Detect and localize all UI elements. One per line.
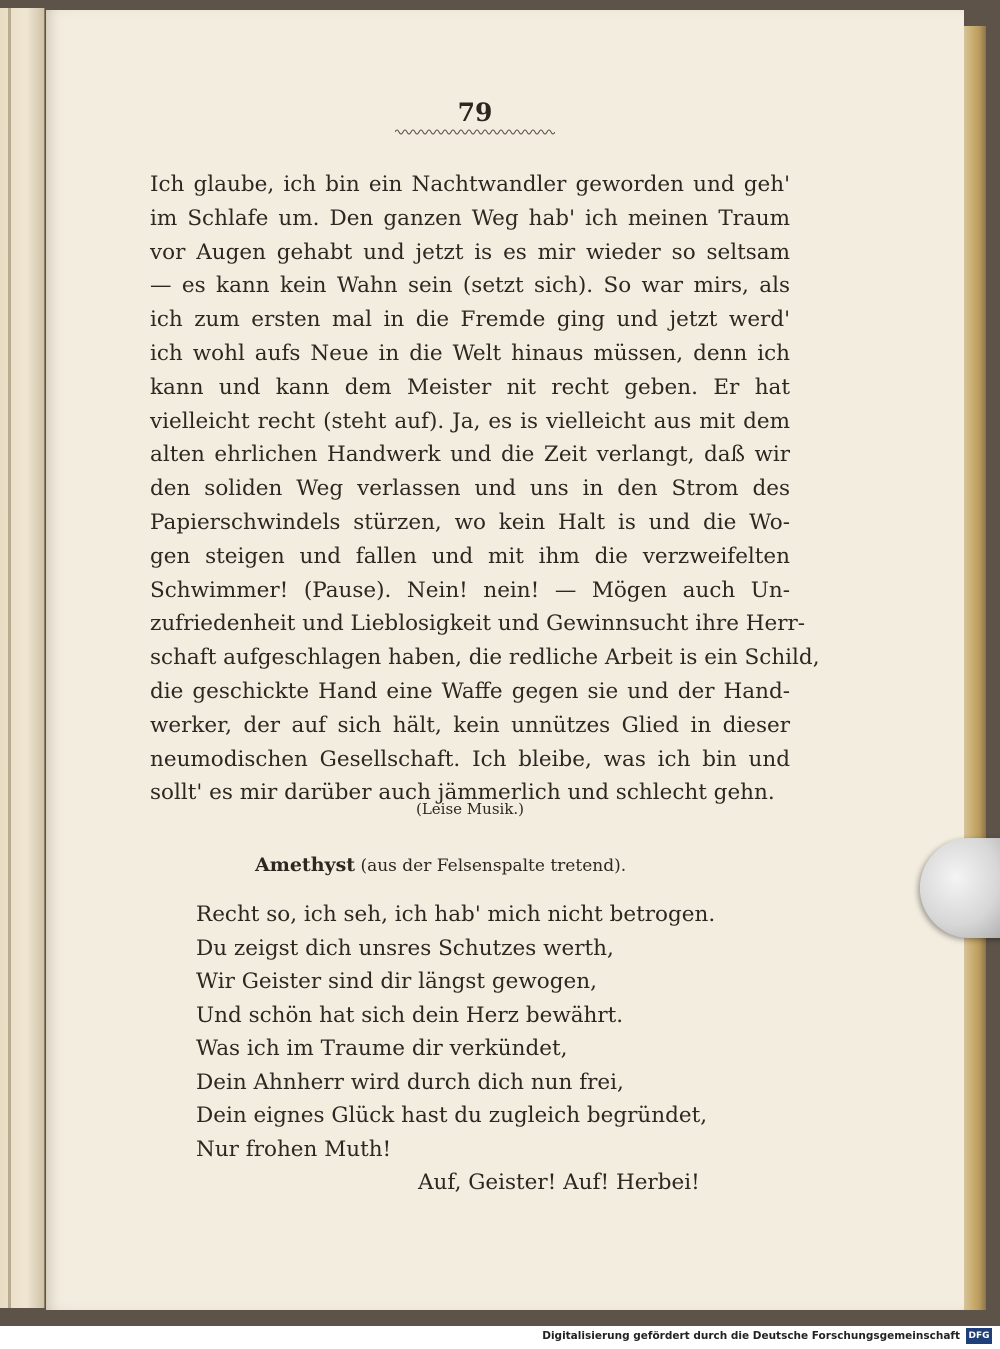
text-line: ich wohl aufs Neue in die Welt hinaus müssen, denn ich <box>150 340 790 366</box>
text-line: Schwimmer! (Pause). Nein! nein! — Mögen auch Un- <box>150 577 790 603</box>
verse-line: Und schön hat sich dein Herz bewährt. <box>196 1002 624 1028</box>
text-line: den soliden Weg verlassen und uns in den Strom des <box>150 476 790 502</box>
text-line: neumodischen Gesellschaft. Ich bleibe, was ich bin und <box>150 746 790 772</box>
prose-paragraph <box>150 168 820 810</box>
text-line: kann und kann dem Meister nit recht geben. Er hat <box>150 374 790 400</box>
facing-page-gutter <box>8 8 11 1308</box>
text-line: Ich glaube, ich bin ein Nachtwandler geworden und geh' <box>150 172 790 197</box>
text-line: im Schlafe um. Den ganzen Weg hab' ich meinen Traum <box>150 205 790 231</box>
page-stack-edge <box>964 26 986 1310</box>
text-line: zufriedenheit und Lieblosigkeit und Gewinnsucht ihre Herr- <box>150 611 806 637</box>
verse-line: Wir Geister sind dir längst gewogen, <box>196 969 597 994</box>
text-line: ich zum ersten mal in die Fremde ging und jetzt werd' <box>150 307 790 333</box>
verse-line: Recht so, ich seh, ich hab' mich nicht betrogen. <box>196 902 716 927</box>
verse-block <box>196 898 756 1200</box>
speaker-heading <box>255 854 675 876</box>
facing-page-edge <box>0 8 45 1308</box>
ornamental-rule <box>395 128 555 136</box>
text-line: vielleicht recht (steht auf). Ja, es is vielleicht aus mit dem <box>150 408 790 434</box>
verse-line: Auf, Geister! Auf! Herbei! <box>418 1170 700 1195</box>
verse-line: Du zeigst dich unsres Schutzes werth, <box>196 935 614 961</box>
text-line: — es kann kein Wahn sein (setzt sich). So war mirs, als <box>150 273 790 299</box>
text-line: gen steigen und fallen und mit ihm die verzweifelten <box>150 543 790 569</box>
text-line: sollt' es mir darüber auch jämmerlich und schlecht gehn. <box>150 780 775 806</box>
speaker-direction: (aus der Felsenspalte tretend). <box>360 856 627 876</box>
verse-line: Nur frohen Muth! <box>196 1136 392 1162</box>
text-line: alten ehrlichen Handwerk und die Zeit verlangt, daß wir <box>150 442 790 468</box>
verse-line: Was ich im Traume dir verkündet, <box>196 1036 568 1061</box>
text-line: vor Augen gehabt und jetzt is es mir wieder so seltsam <box>150 239 790 265</box>
text-line: die geschickte Hand eine Waffe gegen sie und der Hand- <box>150 678 790 704</box>
speaker-name: Amethyst <box>255 854 356 876</box>
dfg-logo-icon: DFG <box>966 1328 992 1344</box>
text-line: werker, der auf sich hält, kein unnützes Glied in dieser <box>150 712 790 738</box>
verse-line: Dein Ahnherr wird durch dich nun frei, <box>196 1069 624 1095</box>
text-line: schaft aufgeschlagen haben, die redliche Arbeit is ein Schild, <box>150 645 820 671</box>
page-number: 79 <box>457 98 493 127</box>
digitization-credit: Digitalisierung gefördert durch die Deutsche Forschungsgemeinschaft <box>542 1330 960 1342</box>
verse-line: Dein eignes Glück hast du zugleich begründet, <box>196 1103 708 1128</box>
text-line: Papierschwindels stürzen, wo kein Halt is und die Wo- <box>150 509 790 535</box>
stage-direction: (Leise Musik.) <box>415 800 525 818</box>
